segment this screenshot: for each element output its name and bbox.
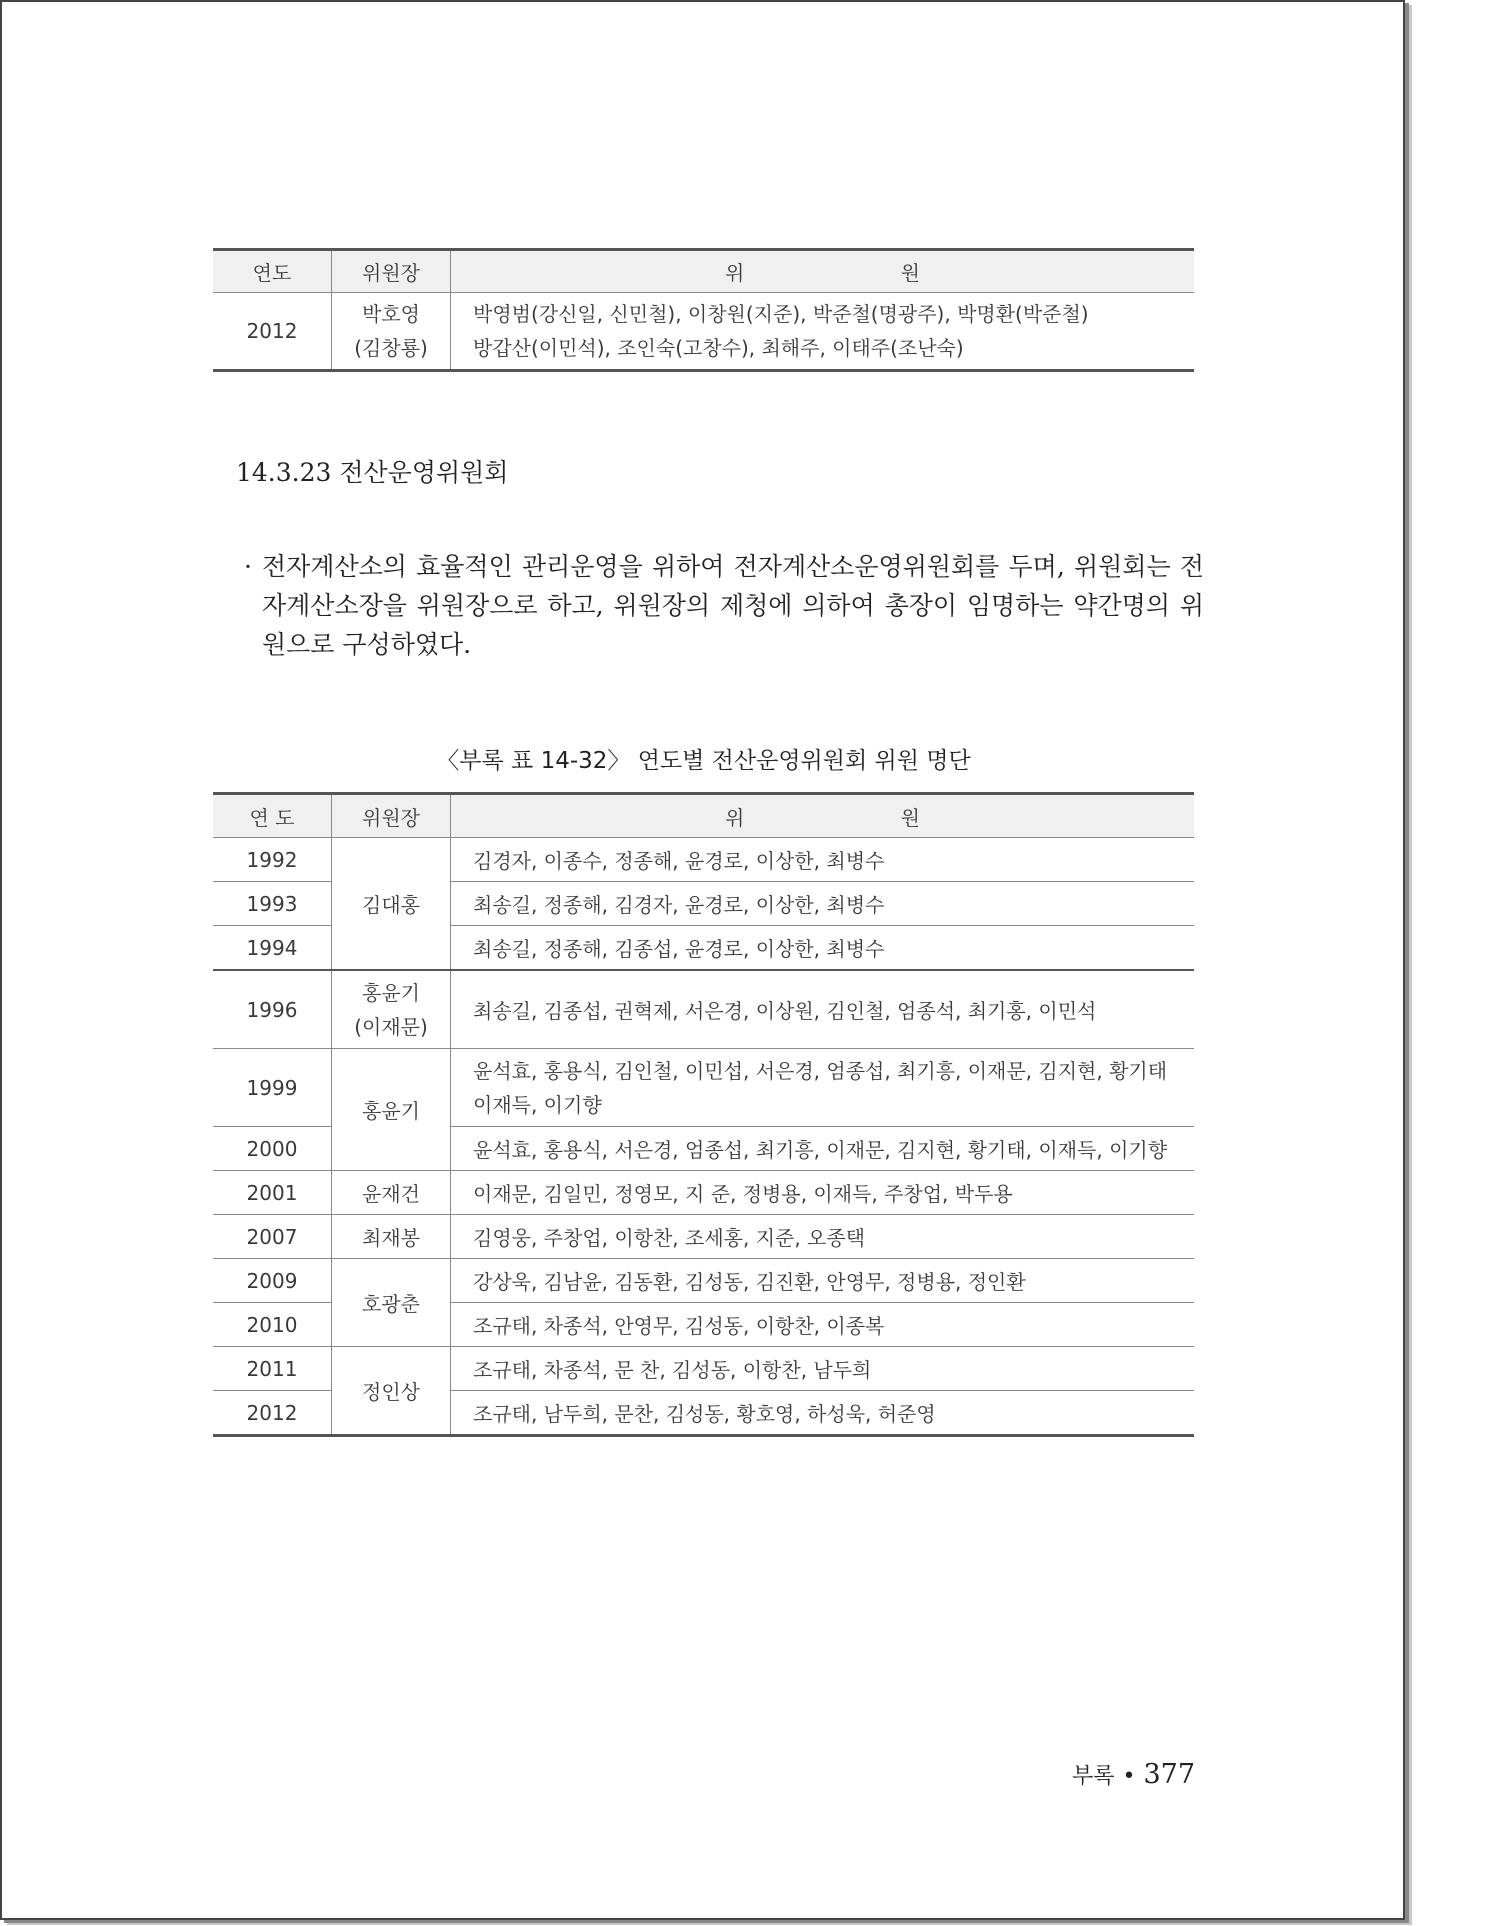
header-year: 연도: [213, 250, 332, 293]
cell-year: 1994: [213, 926, 332, 971]
section-paragraph: [244, 547, 1204, 664]
cell-members: 윤석효, 홍용식, 서은경, 엄종섭, 최기흥, 이재문, 김지현, 황기태, 이재득, 이기향: [451, 1127, 1195, 1171]
table-row: [213, 1215, 1194, 1259]
table-row: [213, 1259, 1194, 1303]
cell-year: 2001: [213, 1171, 332, 1215]
members-line-1: 윤석효, 홍용식, 김인철, 이민섭, 서은경, 엄종섭, 최기흥, 이재문, 김지현, 황기태: [473, 1058, 1168, 1083]
cell-year: 2012: [213, 293, 332, 371]
table-row: [213, 838, 1194, 882]
section-heading: 14.3.23 전산운영위원회: [236, 458, 509, 487]
cell-members: 김영웅, 주창업, 이항찬, 조세홍, 지준, 오종택: [451, 1215, 1195, 1259]
table-caption: 〈부록 표 14-32〉 연도별 전산운영위원회 위원 명단: [436, 748, 971, 774]
page-footer: [1072, 1759, 1195, 1790]
header-chair: 위원장: [332, 250, 451, 293]
footer-label: 부록: [1072, 1764, 1115, 1789]
table-row: [213, 1171, 1194, 1215]
cell-members: [451, 293, 1195, 371]
cell-members: 이재문, 김일민, 정영모, 지 준, 정병용, 이재득, 주창업, 박두용: [451, 1171, 1195, 1215]
cell-chair: 최재봉: [332, 1215, 451, 1259]
cell-members: [451, 1049, 1195, 1127]
cell-members: 최송길, 정종해, 김경자, 윤경로, 이상한, 최병수: [451, 882, 1195, 926]
cell-chair: 김대홍: [332, 838, 451, 971]
cell-members: 조규태, 차종석, 안영무, 김성동, 이항찬, 이종복: [451, 1303, 1195, 1347]
members-line-2: 방갑산(이민석), 조인숙(고창수), 최해주, 이태주(조난숙): [473, 336, 964, 360]
footer-separator: •: [1122, 1764, 1136, 1789]
cell-year: 1999: [213, 1049, 332, 1127]
cell-members: 조규태, 차종석, 문 찬, 김성동, 이항찬, 남두희: [451, 1347, 1195, 1391]
cell-chair: 윤재건: [332, 1171, 451, 1215]
table-row: [213, 1347, 1194, 1391]
table-row: [213, 1049, 1194, 1127]
cell-year: 1993: [213, 882, 332, 926]
header-members: 위 원: [451, 794, 1195, 838]
cell-members: 강상욱, 김남윤, 김동환, 김성동, 김진환, 안영무, 정병용, 정인환: [451, 1259, 1195, 1303]
table-row: [213, 293, 1194, 371]
cell-year: 2011: [213, 1347, 332, 1391]
members-line-2: 이재득, 이기향: [473, 1092, 602, 1117]
cell-chair: [332, 970, 451, 1049]
table-header-row: [213, 250, 1194, 293]
cell-members: 김경자, 이종수, 정종해, 윤경로, 이상한, 최병수: [451, 838, 1195, 882]
page-number: 377: [1143, 1759, 1196, 1790]
chair-name: 박호영: [362, 302, 420, 326]
chair-substitute: (김창룡): [354, 336, 428, 360]
header-members: 위 원: [451, 250, 1195, 293]
bullet-mark: ·: [244, 552, 252, 581]
cell-year: 2012: [213, 1391, 332, 1436]
cell-chair: 홍윤기: [332, 1049, 451, 1171]
paragraph-text: 전자계산소의 효율적인 관리운영을 위하여 전자계산소운영위원회를 두며, 위원회는 전자계산소장을 위원장으로 하고, 위원장의 제청에 의하여 총장이 임명하는 약간명의 위원으로 구성하였다.: [262, 552, 1204, 659]
cell-chair: 호광춘: [332, 1259, 451, 1347]
cell-year: 2007: [213, 1215, 332, 1259]
members-line-1: 박영범(강신일, 신민철), 이창원(지준), 박준철(명광주), 박명환(박준철): [473, 302, 1089, 326]
cell-year: 1996: [213, 970, 332, 1049]
header-chair: 위원장: [332, 794, 451, 838]
header-year: 연 도: [213, 794, 332, 838]
committee-table-2012: [213, 248, 1194, 372]
table-header-row: [213, 794, 1194, 838]
cell-chair: 정인상: [332, 1347, 451, 1436]
cell-year: 2000: [213, 1127, 332, 1171]
cell-members: 최송길, 김종섭, 권혁제, 서은경, 이상원, 김인철, 엄종석, 최기홍, 이민석: [451, 970, 1195, 1049]
cell-year: 2010: [213, 1303, 332, 1347]
chair-name: 홍윤기: [362, 980, 420, 1005]
chair-substitute: (이재문): [354, 1014, 428, 1039]
cell-members: 최송길, 정종해, 김종섭, 윤경로, 이상한, 최병수: [451, 926, 1195, 971]
committee-members-table: [213, 792, 1194, 1437]
table-row: [213, 970, 1194, 1049]
cell-year: 1992: [213, 838, 332, 882]
cell-chair: [332, 293, 451, 371]
cell-year: 2009: [213, 1259, 332, 1303]
cell-members: 조규태, 남두희, 문찬, 김성동, 황호영, 하성욱, 허준영: [473, 1402, 936, 1426]
